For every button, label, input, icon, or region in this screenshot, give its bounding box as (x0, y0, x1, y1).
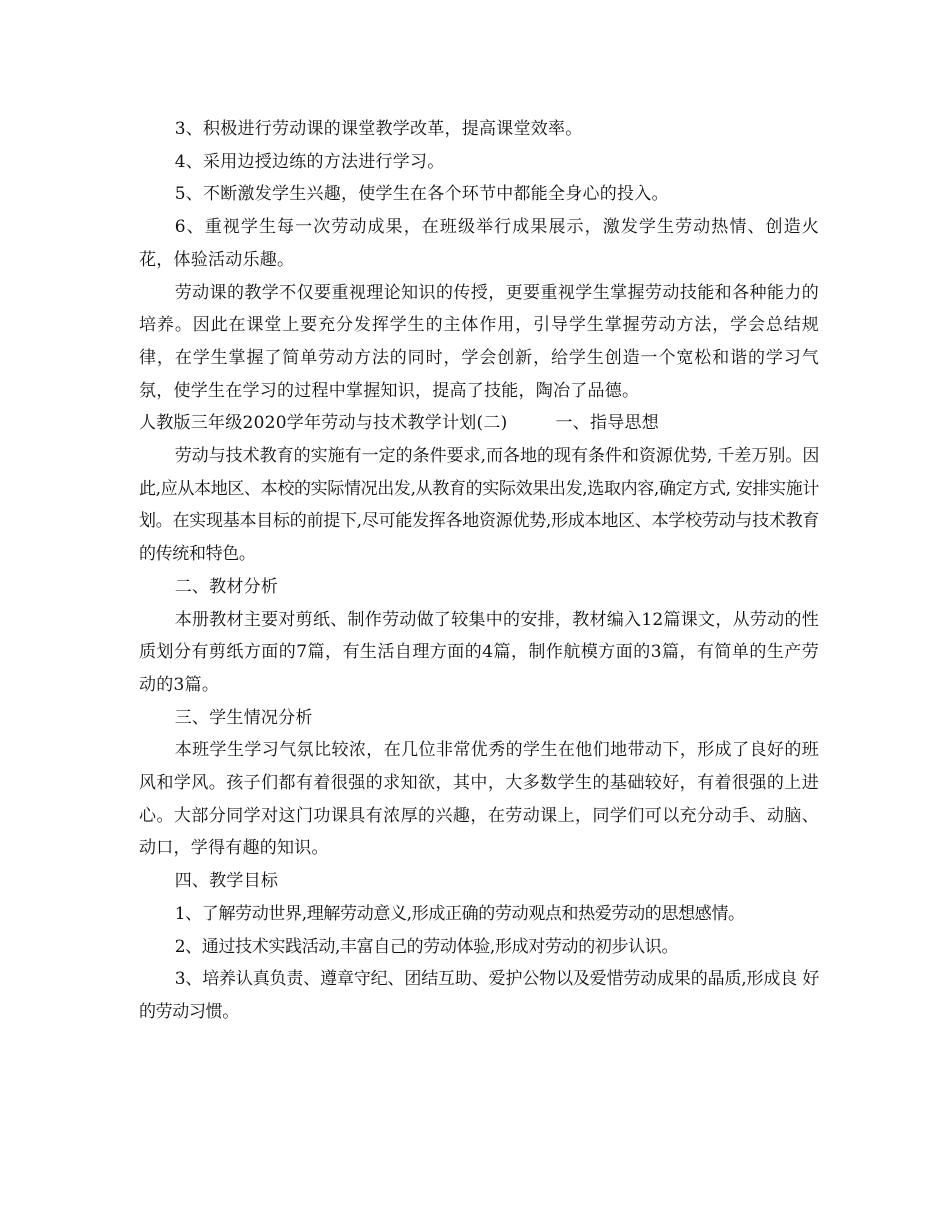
paragraph-summary: 劳动课的教学不仅要重视理论知识的传授，更要重视学生掌握劳动技能和各种能力的培养。因此在课堂上要充分发挥学生的主体作用，引导学生掌握劳动方法，学会总结规律，在学生掌握了简单劳动方法的同时，学会创新，给学生创造一个宽松和谐的学习气氛，使学生在学习的过程中掌握知识，提高了技能，陶冶了品德。 (139, 282, 819, 401)
section2-heading: 二、教材分析 (174, 576, 279, 597)
goal-1: 1、了解劳动世界,理解劳动意义,形成正确的劳动观点和热爱劳动的思想感情。 (174, 903, 745, 924)
section1-text: 劳动与技术教育的实施有一定的条件要求,而各地的现有条件和资源优势, 千差万别。因此,应从本地区、本校的实际情况出发,从教育的实际效果出发,选取内容,确定方式, 安排实施计划。在实现基本目标的前提下,尽可能发挥各地资源优势,形成本地区、本学校劳动与技术教育的传统和特色。 (139, 446, 819, 565)
document-body (139, 113, 819, 1029)
section3-heading: 三、学生情况分析 (174, 707, 313, 728)
goal-3: 3、培养认真负责、遵章守纪、团结互助、爱护公物以及爱惜劳动成果的晶质,形成良 好的劳动习惯。 (139, 969, 819, 1022)
section1-heading: 一、指导思想 (555, 413, 660, 434)
paragraph-method-5: 5、不断激发学生兴趣，使学生在各个环节中都能全身心的投入。 (174, 184, 669, 205)
goal-2: 2、通过技术实践活动,丰富自己的劳动体验,形成对劳动的初步认识。 (174, 936, 679, 957)
paragraph-method-3: 3、积极进行劳动课的课堂教学改革，提高课堂效率。 (174, 119, 583, 139)
paragraph-method-4: 4、采用边授边练的方法进行学习。 (174, 151, 445, 172)
plan-title-line (139, 407, 819, 440)
section2-text: 本册教材主要对剪纸、制作劳动做了较集中的安排，教材编入12篇课文，从劳动的性质划分有剪纸方面的7篇，有生活自理方面的4篇，制作航模方面的3篇，有简单的生产劳动的3篇。 (139, 609, 819, 695)
paragraph-method-6: 6、重视学生每一次劳动成果，在班级举行成果展示，激发学生劳动热情、创造火花，体验活动乐趣。 (139, 217, 819, 270)
section3-text: 本班学生学习气氛比较浓，在几位非常优秀的学生在他们地带动下，形成了良好的班风和学风。孩子们都有着很强的求知欲，其中，大多数学生的基础较好，有着很强的上进心。大部分同学对这门功课具有浓厚的兴趣，在劳动课上，同学们可以充分动手、动脑、动口，学得有趣的知识。 (139, 740, 819, 859)
plan-title: 人教版三年级2020学年劳动与技术教学计划(二) (139, 413, 508, 434)
section4-heading: 四、教学目标 (174, 871, 279, 892)
